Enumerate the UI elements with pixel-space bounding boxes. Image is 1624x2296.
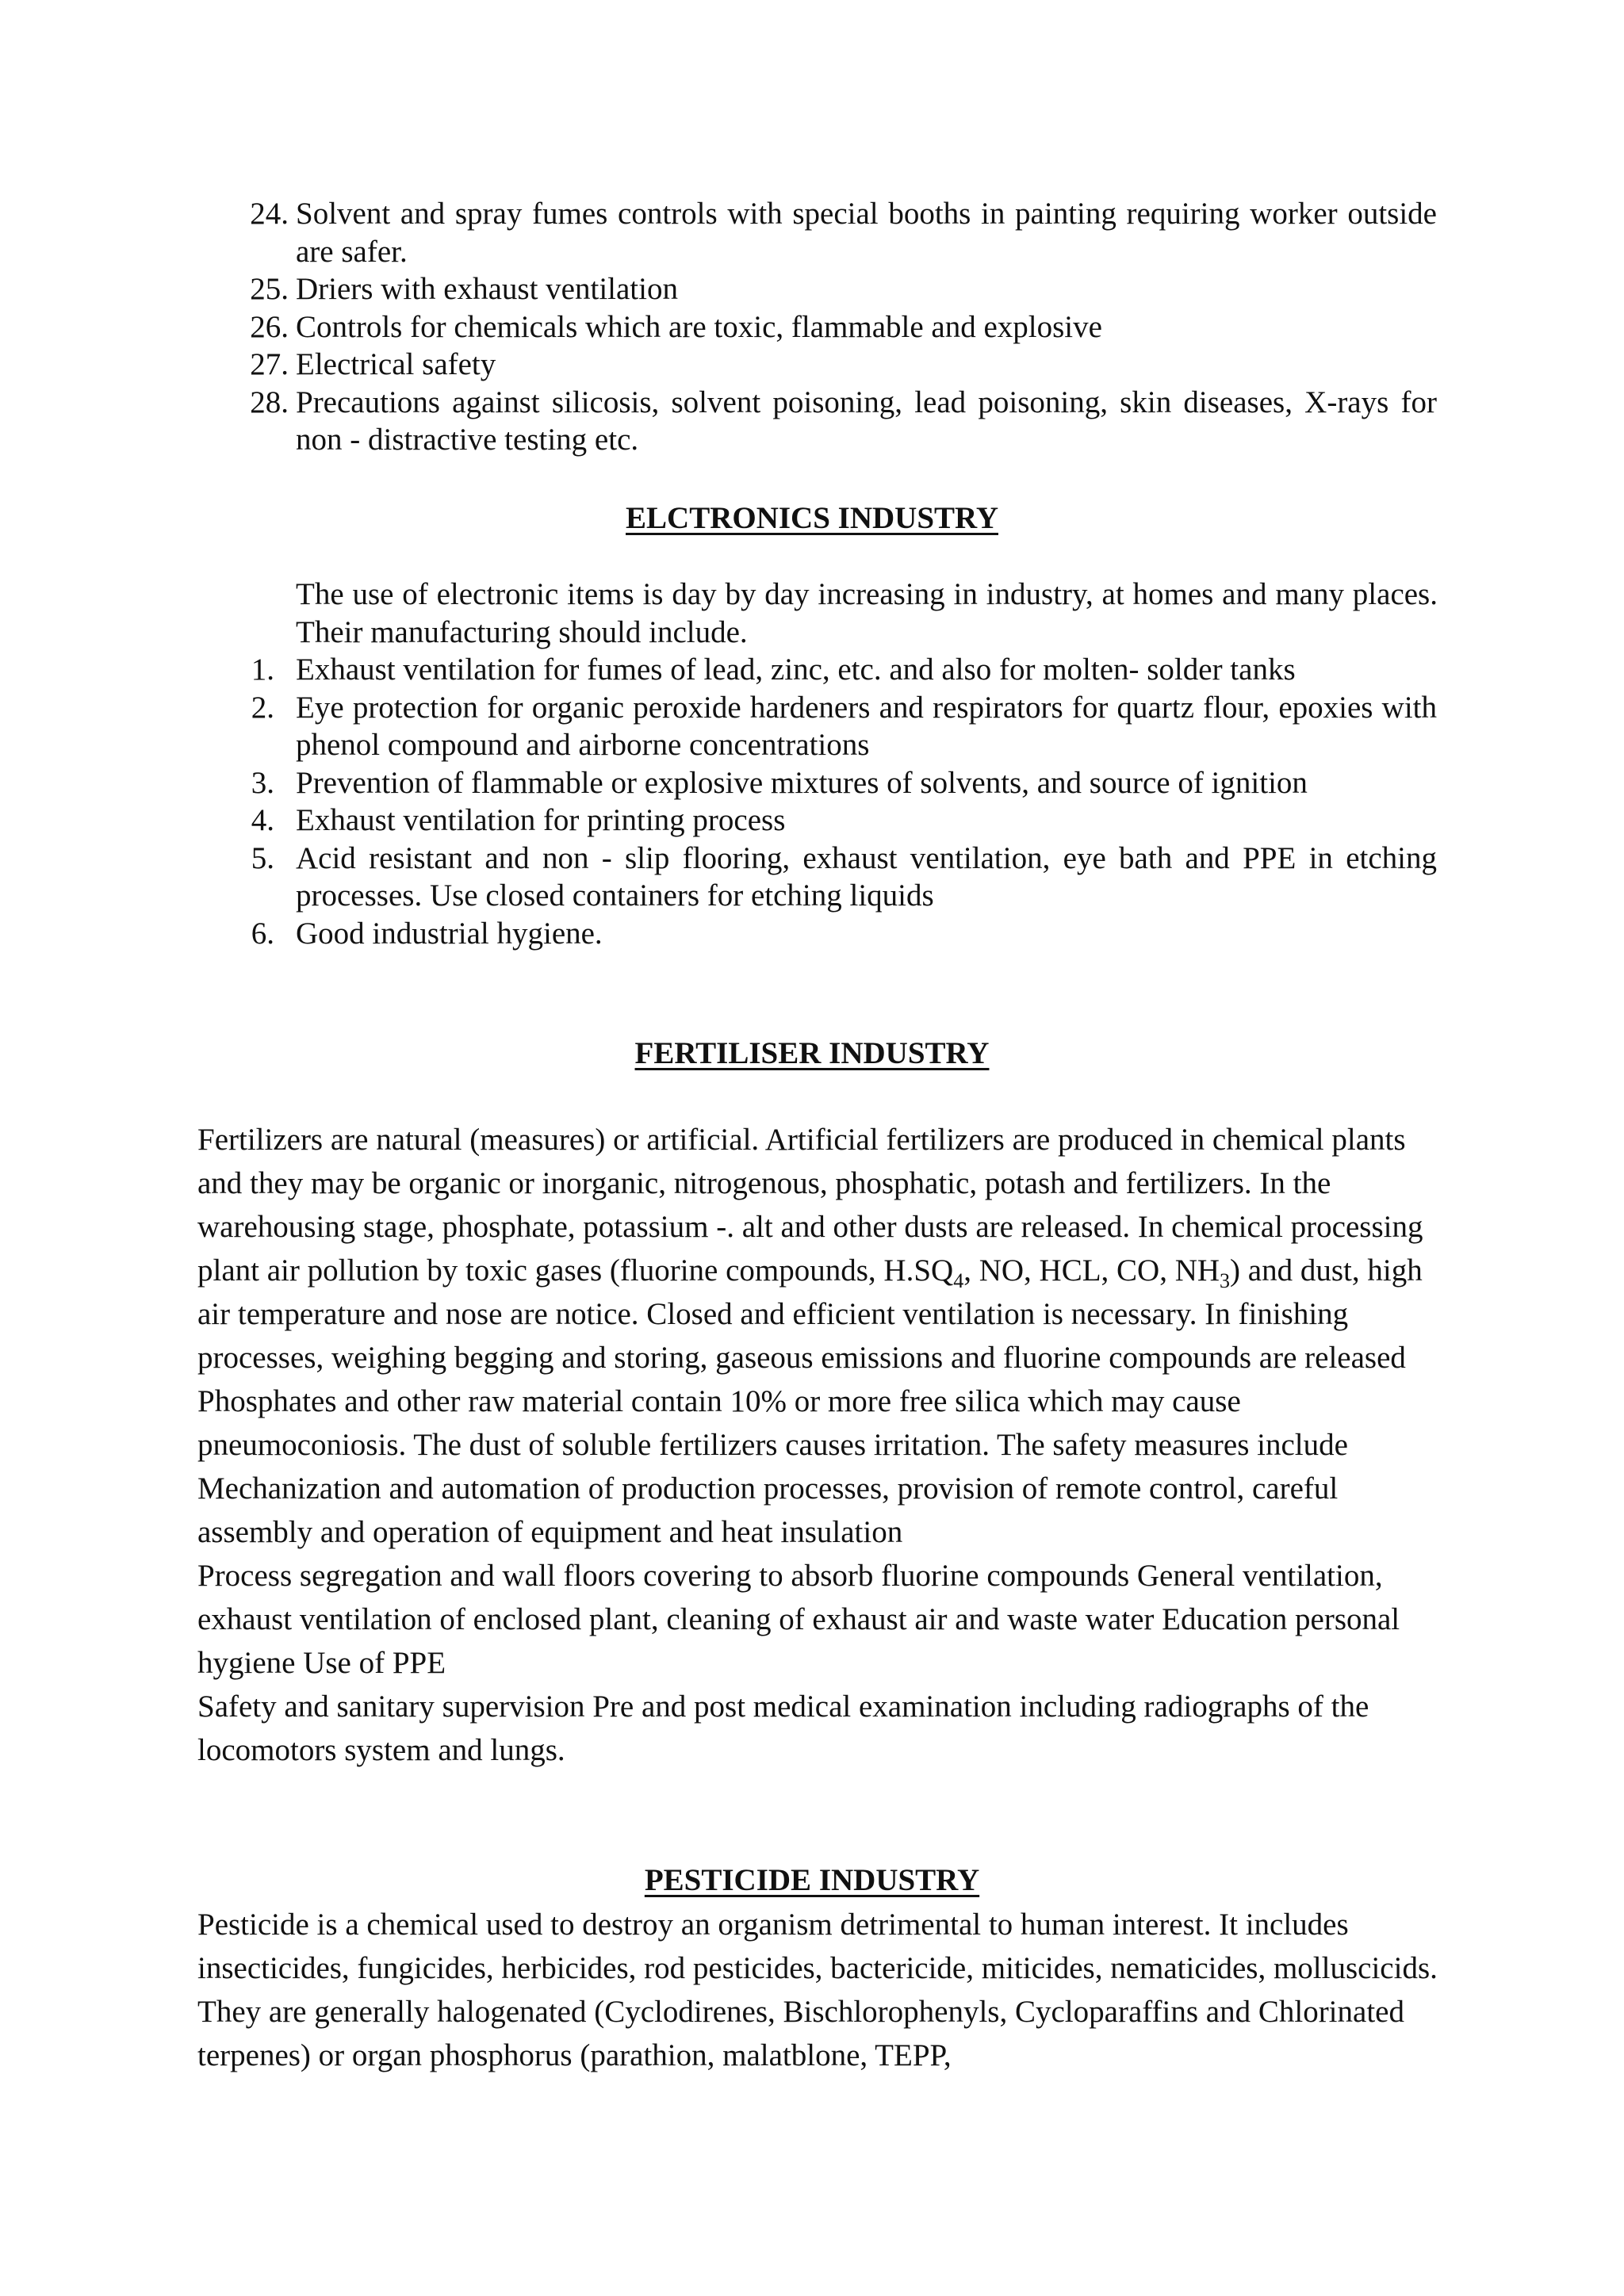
list-item-number: 4.: [251, 803, 274, 837]
list-item-text: Exhaust ventilation for fumes of lead, zinc, etc. and also for molten- solder tanks: [296, 652, 1296, 687]
list-item-number: 2.: [251, 690, 274, 725]
fertiliser-paragraph: Fertilizers are natural (measures) or artificial. Artificial fertilizers are produced in chemical plants and they may be organic or inorganic, nitrogenous, phosphatic, potash and fertilizers. In the warehousing stage, phosphate, potassium -. alt and other dusts are released. In chemical processing plant air pollution by toxic gases (fluorine compounds, $H.SQ_4$, NO, HCL, CO, $NH_3$) and dust, high air temperature and nose are notice. Closed and efficient ventilation is necessary. In finishing processes, weighing begging and storing, gaseous emissions and fluorine compounds are released Phosphates and other raw material contain 10% or more free silica which may cause pneumoconiosis. The dust of soluble fertilizers causes irritation. The safety measures include: [197, 1123, 1423, 1462]
fertiliser-paragraph: Process segregation and wall floors covering to absorb fluorine compounds General ventilation, exhaust ventilation of enclosed plant, cleaning of exhaust air and waste water Education personal hygiene Use of PPE: [197, 1559, 1400, 1680]
list-item-text: Exhaust ventilation for printing process: [296, 803, 786, 837]
list-item-number: 5.: [251, 840, 274, 875]
list-item-text: Driers with exhaust ventilation: [296, 272, 678, 306]
list-item-text: Controls for chemicals which are toxic, flammable and explosive: [296, 309, 1102, 344]
electronics-heading: ELCTRONICS INDUSTRY: [626, 501, 998, 535]
safety-measures-list: [238, 195, 1437, 459]
list-item-text: Electrical safety: [296, 347, 496, 381]
list-item-text: Precautions against silicosis, solvent poisoning, lead poisoning, skin diseases, X-rays for non - distractive testing etc.: [296, 385, 1437, 457]
list-item-number: 26.: [250, 309, 289, 344]
pesticide-body: [197, 1903, 1450, 2077]
list-item: [245, 802, 1437, 840]
fertiliser-heading: FERTILISER INDUSTRY: [634, 1036, 990, 1070]
list-item: [238, 384, 1437, 459]
list-item-number: 27.: [250, 347, 289, 381]
list-item-number: 24.: [250, 197, 289, 231]
pesticide-paragraph: Pesticide is a chemical used to destroy an organism detrimental to human interest. It includes insecticides, fungicides, herbicides, rod pesticides, bactericide, miticides, nematicides, molluscicids. They are generally halogenated (Cyclodirenes, Bischlorophenyls, Cycloparaffins and Chlorinated terpenes) or organ phosphorus (parathion, malatblone, TEPP,: [197, 1908, 1438, 2072]
list-item-text: Eye protection for organic peroxide hardeners and respirators for quartz flour, epoxies with phenol compound and airborne concentrations: [296, 690, 1437, 762]
list-item-number: 28.: [250, 385, 289, 419]
list-item: [245, 840, 1437, 915]
list-item: [245, 651, 1437, 689]
electronics-intro: The use of electronic items is day by day increasing in industry, at homes and many places. Their manufacturing should include.: [296, 577, 1438, 649]
fertiliser-paragraph: Safety and sanitary supervision Pre and post medical examination including radiographs of the locomotors system and lungs.: [197, 1689, 1369, 1767]
pesticide-heading: PESTICIDE INDUSTRY: [644, 1863, 980, 1897]
list-item-number: 6.: [251, 916, 274, 951]
list-item-number: 25.: [250, 272, 289, 306]
list-item-number: 3.: [251, 765, 274, 800]
list-item: [238, 270, 1437, 308]
fertiliser-body: [197, 1118, 1450, 1772]
list-item-text: Solvent and spray fumes controls with special booths in painting requiring worker outside are safer.: [296, 197, 1437, 269]
fertiliser-paragraph: Mechanization and automation of production processes, provision of remote control, careful assembly and operation of equipment and heat insulation: [197, 1471, 1339, 1549]
list-item: [245, 764, 1437, 802]
list-item: [238, 346, 1437, 384]
list-item-text: Acid resistant and non - slip flooring, exhaust ventilation, eye bath and PPE in etching processes. Use closed containers for etching liquids: [296, 840, 1437, 913]
list-item-number: 1.: [251, 652, 274, 687]
electronics-list: [245, 651, 1437, 952]
list-item: [245, 689, 1437, 764]
list-item-text: Prevention of flammable or explosive mixtures of solvents, and source of ignition: [296, 765, 1308, 800]
list-item: [238, 195, 1437, 270]
list-item-text: Good industrial hygiene.: [296, 916, 603, 951]
list-item: [238, 308, 1437, 346]
list-item: [245, 915, 1437, 953]
